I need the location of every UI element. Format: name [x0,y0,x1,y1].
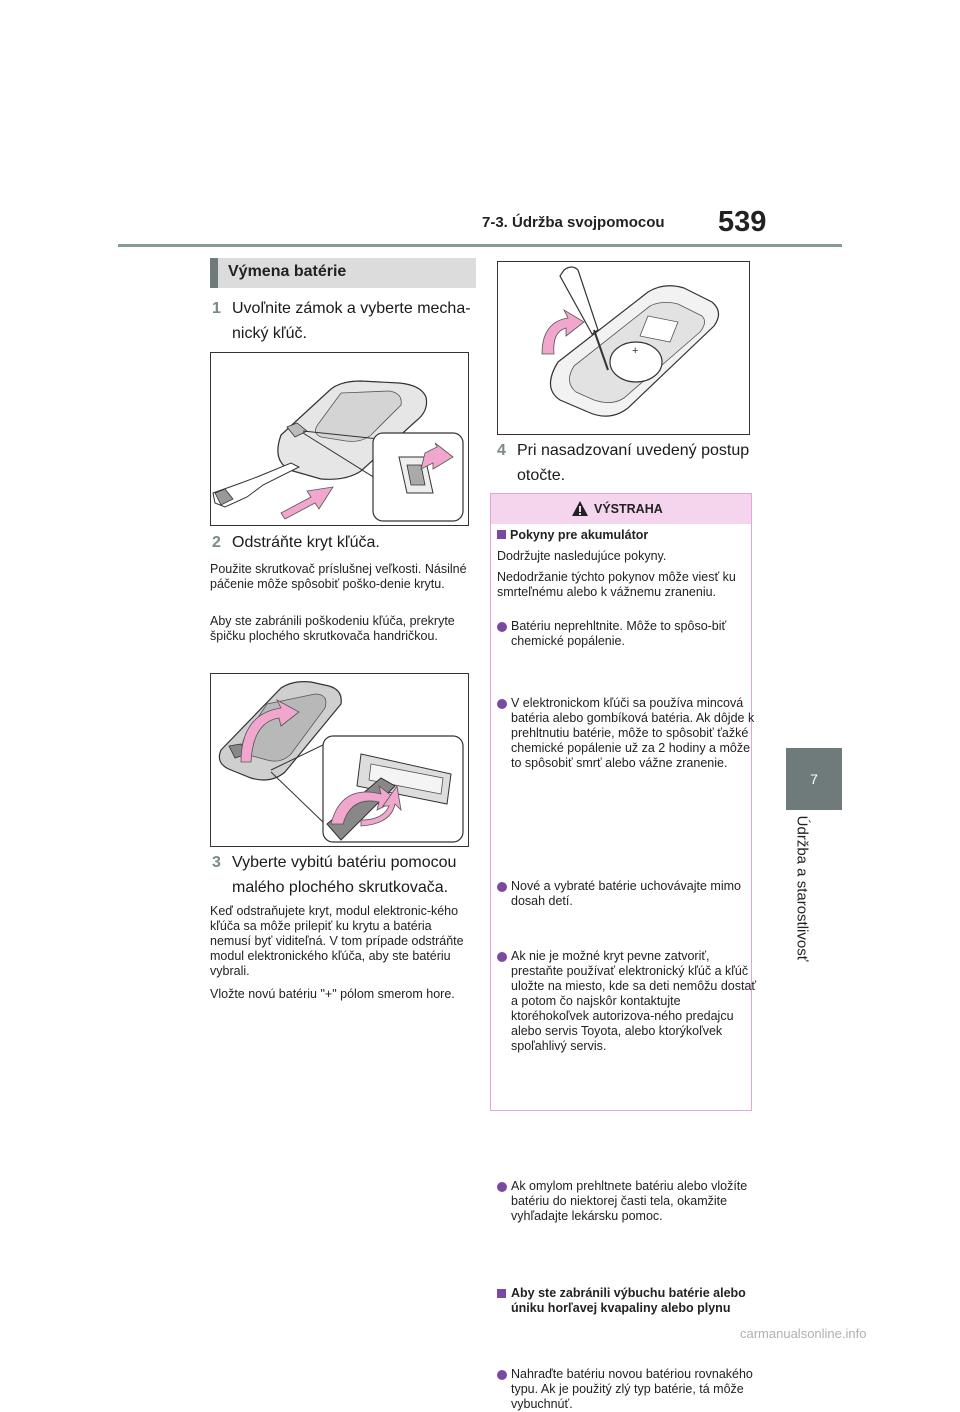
step-3 [212,850,472,900]
section-heading-text: Výmena batérie [228,263,347,280]
figure-remove-cover [210,673,469,847]
step-4-text-line2: otočte. [517,467,566,484]
chapter-tab[interactable]: 7 [786,748,842,810]
step-3-text-line1: Vyberte vybitú batériu pomocou [232,854,457,871]
note-screwdriver-size: Použite skrutkovač príslušnej veľkosti. Násilné páčenie môže spôsobiť poško-denie krytu. [210,562,467,591]
battery-illustration [498,262,749,434]
warning-bullet-1: Batériu neprehltnite. Môže to spôso-biť chemické popálenie. [497,619,759,649]
round-bullet-icon [497,952,507,962]
round-bullet-icon [497,882,507,892]
step-2 [212,530,472,555]
arrow-left-icon [281,487,333,519]
warning-box [490,493,757,1411]
square-bullet-icon [497,530,506,539]
page-number: 539 [718,206,767,238]
warning-text-consequence: Nedodržanie týchto pokynov môže viesť ku smrteľnému alebo k vážnemu zraneniu. [497,570,736,599]
round-bullet-icon [497,622,507,632]
step-4-text-line1: Pri nasadzovaní uvedený postup [517,442,750,459]
chapter-title-vertical [792,790,812,990]
section-title: 7-3. Údržba svojpomocou [482,214,665,231]
warning-subheading-battery: Pokyny pre akumulátor [497,528,745,543]
warning-bullet-3: Nové a vybraté batérie uchovávajte mimo dosah detí. [497,879,759,909]
step-1-text-line2: nický kľúč. [232,325,307,342]
note-insert-new-battery: Vložte novú batériu "+" pólom smerom hore. [210,987,455,1001]
battery-plus-label: + [632,345,639,357]
warning-bullet-2: V elektronickom kľúči sa používa mincová batéria alebo gombíková batéria. Ak dôjde k prehltnutiu batérie, môže to spôsobiť ťažké chemické popálenie už za 2 hodiny a môže to spôsobiť smrť alebo vážne zranenie. [497,696,759,771]
warning-triangle-icon [571,500,589,517]
header-rule [118,244,842,247]
round-bullet-icon [497,699,507,709]
step-2-number: 2 [212,534,221,551]
warning-bullet-5: Ak omylom prehltnete batériu alebo vložíte batériu do niektorej časti tela, okamžite vyhľadajte lekársku pomoc. [497,1179,759,1224]
step-3-number: 3 [212,854,221,871]
step-1-text-line1: Uvoľnite zámok a vyberte mecha- [232,300,471,317]
figure-remove-battery [497,261,750,435]
warning-header [491,494,751,524]
section-heading [210,258,476,288]
warning-title: VÝSTRAHA [594,502,663,516]
step-2-text: Odstráňte kryt kľúča. [232,534,380,551]
step-1-number: 1 [212,300,221,317]
key-illustration-1 [211,353,468,525]
warning-subheading-explosion: Aby ste zabránili výbuchu batérie alebo úniku horľavej kvapaliny alebo plynu [497,1286,759,1316]
footer-watermark[interactable]: carmanualsonline.info [740,1326,867,1341]
warning-bullet-6: Nahraďte batériu novou batériou rovnakého typu. Ak je použitý zlý typ batérie, tá môže vybuchnúť. [497,1367,759,1412]
note-module-stuck: Keď odstraňujete kryt, modul elektronic-kého kľúča sa môže prilepiť ku krytu a batéria nemusí byť viditeľná. V tom prípade odstráňte modul elektronického kľúča, aby ste batériu vybrali. [210,904,464,978]
note-cover-tip: Aby ste zabránili poškodeniu kľúča, prekryte špičku plochého skrutkovača handričkou. [210,614,455,643]
step-4 [497,438,757,488]
step-1 [212,296,472,346]
warning-bullet-4: Ak nie je možné kryt pevne zatvoriť, prestaňte používať elektronický kľúč a kľúč uložte na miesto, kde sa deti nemôžu dostať a potom čo najskôr kontaktujte ktoréhokoľvek autorizova-ného predajcu alebo servis Toyota, alebo ktorýkoľvek spoľahlivý servis. [497,949,759,1054]
step-3-text-line2: malého plochého skrutkovača. [232,879,449,896]
key-illustration-2 [211,674,468,846]
step-4-number: 4 [497,442,506,459]
round-bullet-icon [497,1182,507,1192]
figure-remove-mechanical-key [210,352,469,526]
square-bullet-icon [497,1289,506,1298]
chapter-title: Údržba a starostlivosť [793,815,811,962]
round-bullet-icon [497,1370,507,1380]
warning-text-follow: Dodržujte nasledujúce pokyny. [497,549,667,563]
